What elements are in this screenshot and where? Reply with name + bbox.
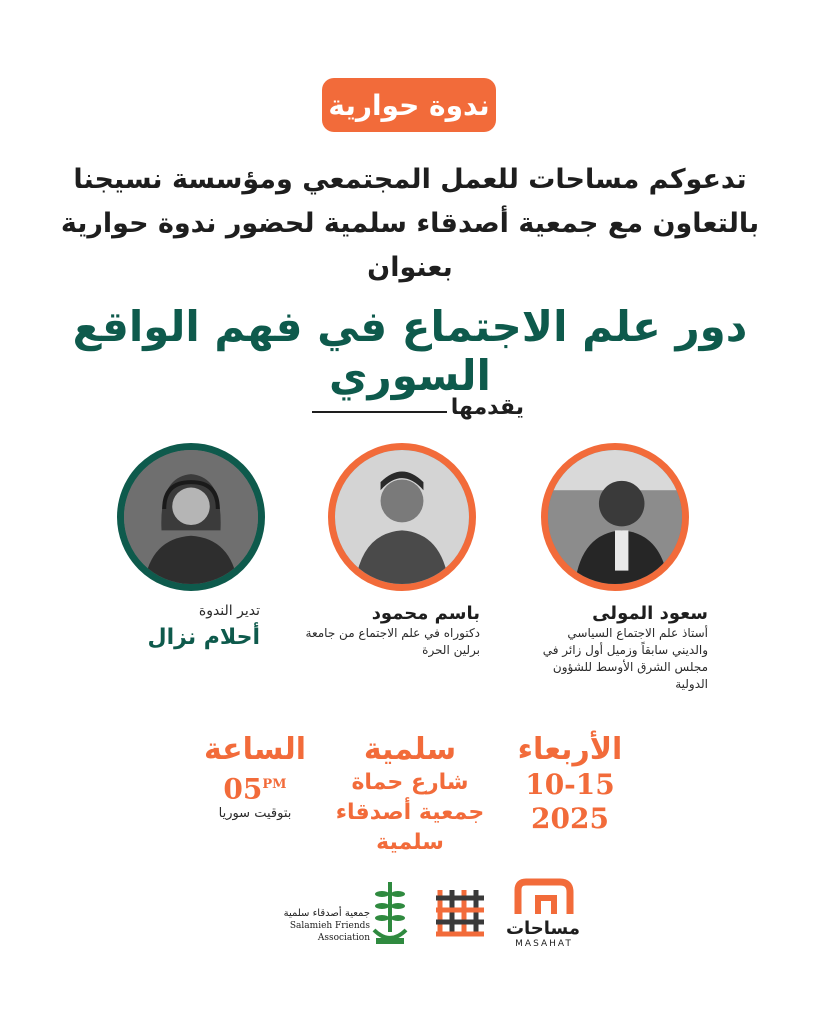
- person-silhouette-icon: [124, 450, 258, 584]
- location-street: شارع حماة: [351, 770, 469, 795]
- speaker-2-photo: [328, 443, 476, 591]
- invitation-text: [60, 158, 760, 290]
- invitation-line-1: تدعوكم مساحات للعمل المجتمعي ومؤسسة نسيجنا: [73, 164, 747, 195]
- seminar-title: دور علم الاجتماع في فهم الواقع السوري: [72, 302, 748, 400]
- masahat-name-ar: مساحات: [505, 918, 580, 939]
- speaker-2-name: باسم محمود: [371, 603, 480, 624]
- speaker-1-photo: [541, 443, 689, 591]
- presented-by-underline: [312, 411, 447, 413]
- event-year: 2025: [531, 802, 609, 835]
- speaker-1-name: سعود المولى: [592, 603, 708, 624]
- moderator-label: تدير الندوة: [198, 603, 260, 619]
- time-value: [190, 768, 320, 806]
- moderator-info: [110, 603, 260, 650]
- speaker-1-info: [528, 603, 708, 693]
- location-city: سلمية: [363, 732, 457, 767]
- naseejna-logo-icon: [432, 884, 488, 940]
- salamieh-logo-text: [250, 880, 370, 943]
- person-silhouette-icon: [548, 450, 682, 584]
- event-location: [300, 732, 520, 858]
- presented-by-label: يقدمها: [450, 394, 524, 420]
- location-venue: جمعية أصدقاء سلمية: [335, 800, 485, 855]
- salamieh-logo-icon: [370, 880, 410, 950]
- speaker-1-description: أستاذ علم الاجتماع السياسي والديني سابقاً وزميل أول زائر في مجلس الشرق الأوسط للشؤون الدولية: [542, 626, 708, 691]
- masahat-logo: [505, 878, 580, 950]
- invitation-line-2: بالتعاون مع جمعية أصدقاء سلمية لحضور ندوة حوارية: [60, 208, 760, 239]
- masahat-name-en: MASAHAT: [515, 939, 573, 949]
- event-date-value: 10-15: [525, 768, 615, 801]
- presented-by-heading: [312, 392, 524, 422]
- moderator-photo: [117, 443, 265, 591]
- salamieh-name-ar: جمعية أصدقاء سلمية: [283, 908, 370, 919]
- moderator-name: أحلام نزال: [147, 625, 260, 650]
- person-silhouette-icon: [335, 450, 469, 584]
- time-label: الساعة: [203, 732, 307, 767]
- event-day: الأربعاء: [517, 732, 623, 767]
- event-date: [505, 732, 635, 836]
- time-zone: بتوقيت سوريا: [218, 806, 292, 822]
- event-time: [190, 732, 320, 821]
- time-hour: 05: [223, 772, 263, 806]
- salamieh-name-en: Salamieh Friends Association: [289, 921, 370, 943]
- time-period: PM: [262, 777, 287, 792]
- speaker-2-info: [300, 603, 480, 659]
- masahat-logo-icon: [512, 878, 576, 918]
- speaker-2-description: دكتوراه في علم الاجتماع من جامعة برلين الحرة: [305, 626, 480, 657]
- event-type-badge: ندوة حوارية: [322, 78, 496, 132]
- invitation-line-3: بعنوان: [367, 252, 453, 283]
